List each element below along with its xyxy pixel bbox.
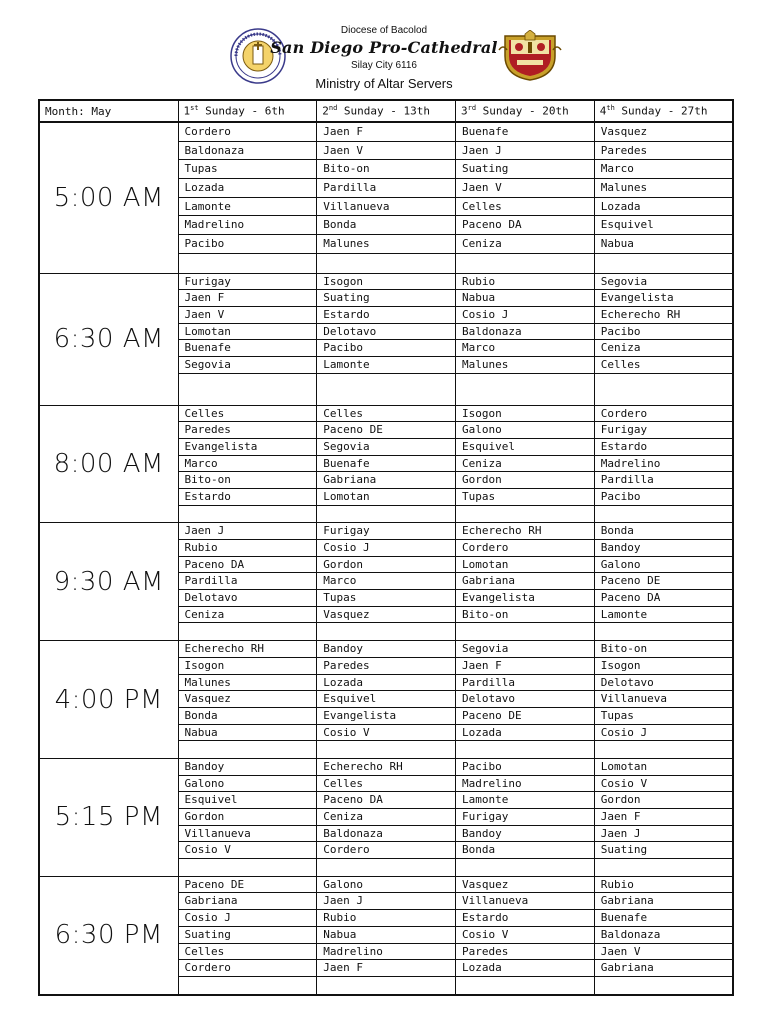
column-header-sunday-4	[594, 100, 733, 122]
server-name-cell: Paredes	[456, 944, 594, 961]
server-name-cell: Lozada	[179, 179, 317, 198]
server-list-sunday-4	[594, 758, 733, 876]
server-name-cell: Isogon	[317, 274, 455, 291]
server-name-cell	[595, 254, 732, 273]
server-list-sunday-3	[456, 273, 595, 405]
server-name-cell: Celles	[595, 357, 732, 374]
server-name-cell	[179, 506, 317, 523]
server-name-cell: Lamonte	[595, 607, 732, 624]
server-name-cell: Celles	[317, 776, 455, 793]
column-header-sunday-2	[317, 100, 456, 122]
server-name-cell: Madrelino	[456, 776, 594, 793]
server-name-cell: Galono	[595, 557, 732, 574]
server-name-cell: Bito-on	[456, 607, 594, 624]
server-name-cell: Bandoy	[456, 826, 594, 843]
month-label: Month: May	[39, 100, 178, 122]
server-name-cell: Paceno DA	[179, 557, 317, 574]
server-name-cell: Rubio	[179, 540, 317, 557]
server-name-cell: Paceno DE	[317, 422, 455, 439]
server-name-cell: Jaen V	[595, 944, 732, 961]
server-name-cell: Gordon	[595, 792, 732, 809]
server-name-cell: Isogon	[179, 658, 317, 675]
server-name-cell: Jaen J	[595, 826, 732, 843]
server-name-cell: Pardilla	[456, 675, 594, 692]
server-name-cell: Ceniza	[456, 456, 594, 473]
server-list-sunday-4	[594, 876, 733, 994]
server-name-cell: Gordon	[179, 809, 317, 826]
city-address: Silay City 6116	[351, 60, 417, 71]
server-name-cell: Echerecho RH	[317, 759, 455, 776]
server-name-cell: Celles	[317, 406, 455, 423]
server-name-cell: Cosio V	[179, 842, 317, 859]
server-name-cell: Malunes	[317, 235, 455, 254]
server-name-cell	[595, 506, 732, 523]
column-header-sunday-1	[178, 100, 317, 122]
server-name-cell: Lamonte	[179, 198, 317, 217]
server-name-cell	[595, 623, 732, 640]
ordinal-suffix: nd	[328, 104, 338, 113]
server-name-cell: Tupas	[179, 160, 317, 179]
server-name-cell: Jaen J	[456, 142, 594, 161]
server-name-cell: Tupas	[595, 708, 732, 725]
server-name-cell: Buenafe	[456, 123, 594, 142]
server-name-cell: Paceno DE	[595, 573, 732, 590]
server-name-cell: Madrelino	[595, 456, 732, 473]
mass-block	[39, 122, 733, 273]
column-header-text: Sunday - 13th	[337, 104, 431, 118]
server-name-cell: Jaen F	[317, 123, 455, 142]
server-name-cell: Cosio J	[456, 307, 594, 324]
server-list-sunday-3	[456, 405, 595, 523]
server-name-cell: Villanueva	[317, 198, 455, 217]
mass-block	[39, 758, 733, 876]
mass-time: 4:00 PM	[39, 641, 178, 759]
server-name-cell: Nabua	[595, 235, 732, 254]
server-name-cell: Delotavo	[595, 675, 732, 692]
server-name-cell: Tupas	[456, 489, 594, 506]
server-name-cell: Paceno DA	[456, 216, 594, 235]
server-name-cell: Gabriana	[317, 472, 455, 489]
server-name-cell: Rubio	[456, 274, 594, 291]
server-name-cell: Jaen J	[317, 893, 455, 910]
server-name-cell: Madrelino	[179, 216, 317, 235]
server-name-cell: Bito-on	[595, 641, 732, 658]
server-name-cell: Pacibo	[595, 324, 732, 341]
server-name-cell: Ceniza	[456, 235, 594, 254]
server-name-cell: Buenafe	[179, 340, 317, 357]
mass-row	[39, 523, 733, 641]
server-name-cell: Gabriana	[595, 893, 732, 910]
mass-time: 9:30 AM	[39, 523, 178, 641]
server-name-cell: Bonda	[317, 216, 455, 235]
mass-row	[39, 405, 733, 523]
ordinal-number: 1	[183, 104, 191, 118]
server-name-cell: Gabriana	[179, 893, 317, 910]
document-header	[0, 0, 768, 100]
server-name-cell	[456, 741, 594, 758]
ordinal-suffix: th	[606, 104, 615, 113]
server-name-cell: Echerecho RH	[595, 307, 732, 324]
server-name-cell: Baldonaza	[456, 324, 594, 341]
server-name-cell: Buenafe	[595, 910, 732, 927]
server-name-cell: Bandoy	[595, 540, 732, 557]
server-name-cell: Delotavo	[456, 691, 594, 708]
server-name-cell: Marco	[456, 340, 594, 357]
mass-time: 6:30 PM	[39, 876, 178, 994]
server-name-cell: Suating	[179, 927, 317, 944]
server-name-cell: Lozada	[456, 960, 594, 977]
server-name-cell	[317, 741, 455, 758]
mass-time: 8:00 AM	[39, 405, 178, 523]
server-list-sunday-2	[317, 641, 456, 759]
server-name-cell: Evangelista	[595, 290, 732, 307]
server-name-cell: Evangelista	[456, 590, 594, 607]
server-name-cell: Gordon	[456, 472, 594, 489]
server-name-cell	[456, 506, 594, 523]
server-name-cell: Furigay	[456, 809, 594, 826]
server-name-cell: Echerecho RH	[179, 641, 317, 658]
ordinal-number: 2	[322, 104, 329, 118]
server-name-cell: Bonda	[179, 708, 317, 725]
server-name-cell	[456, 623, 594, 640]
server-name-cell: Gabriana	[456, 573, 594, 590]
mass-block	[39, 273, 733, 405]
altar-server-schedule-table	[38, 99, 734, 996]
server-name-cell: Villanueva	[595, 691, 732, 708]
server-name-cell: Segovia	[456, 641, 594, 658]
server-name-cell	[456, 977, 594, 994]
server-name-cell: Pacibo	[317, 340, 455, 357]
server-name-cell: Paceno DE	[179, 877, 317, 894]
server-name-cell: Lomotan	[456, 557, 594, 574]
server-name-cell: Cordero	[317, 842, 455, 859]
server-name-cell: Segovia	[179, 357, 317, 374]
server-name-cell: Esquivel	[595, 216, 732, 235]
server-name-cell: Malunes	[595, 179, 732, 198]
server-name-cell: Vasquez	[595, 123, 732, 142]
server-name-cell: Delotavo	[179, 590, 317, 607]
server-name-cell	[456, 374, 594, 391]
server-name-cell: Pardilla	[179, 573, 317, 590]
mass-time: 5:00 AM	[39, 122, 178, 273]
server-name-cell: Celles	[179, 406, 317, 423]
server-name-cell: Pardilla	[595, 472, 732, 489]
server-name-cell: Madrelino	[317, 944, 455, 961]
server-name-cell: Bandoy	[179, 759, 317, 776]
server-name-cell: Esquivel	[179, 792, 317, 809]
server-name-cell: Nabua	[456, 290, 594, 307]
server-name-cell: Suating	[456, 160, 594, 179]
server-name-cell: Marco	[179, 456, 317, 473]
server-name-cell: Furigay	[595, 422, 732, 439]
server-name-cell: Lamonte	[456, 792, 594, 809]
server-name-cell: Cosio J	[179, 910, 317, 927]
server-name-cell: Tupas	[317, 590, 455, 607]
ordinal-number: 4	[599, 104, 607, 118]
mass-time: 6:30 AM	[39, 273, 178, 405]
server-name-cell: Ceniza	[179, 607, 317, 624]
server-name-cell: Villanueva	[456, 893, 594, 910]
server-name-cell: Paceno DA	[595, 590, 732, 607]
column-header-text: Sunday - 6th	[198, 104, 285, 118]
server-name-cell: Estardo	[595, 439, 732, 456]
server-name-cell: Lomotan	[317, 489, 455, 506]
mass-row	[39, 122, 733, 273]
server-name-cell: Lozada	[317, 675, 455, 692]
server-list-sunday-4	[594, 122, 733, 273]
server-name-cell: Jaen F	[317, 960, 455, 977]
server-name-cell: Baldonaza	[317, 826, 455, 843]
server-name-cell: Jaen V	[317, 142, 455, 161]
server-name-cell	[179, 859, 317, 876]
server-name-cell	[317, 506, 455, 523]
server-name-cell: Bandoy	[317, 641, 455, 658]
server-list-sunday-2	[317, 758, 456, 876]
server-name-cell: Malunes	[179, 675, 317, 692]
diocese-title: Diocese of Bacolod	[340, 25, 428, 36]
server-name-cell	[595, 859, 732, 876]
server-name-cell: Lomotan	[179, 324, 317, 341]
server-name-cell: Vasquez	[456, 877, 594, 894]
server-name-cell: Paceno DA	[317, 792, 455, 809]
server-name-cell: Jaen J	[179, 523, 317, 540]
server-list-sunday-1	[178, 641, 317, 759]
server-name-cell: Echerecho RH	[456, 523, 594, 540]
server-name-cell: Rubio	[595, 877, 732, 894]
server-name-cell: Baldonaza	[595, 927, 732, 944]
server-name-cell: Estardo	[456, 910, 594, 927]
mass-row	[39, 273, 733, 405]
server-name-cell: Baldonaza	[179, 142, 317, 161]
server-name-cell: Jaen V	[456, 179, 594, 198]
server-name-cell: Estardo	[179, 489, 317, 506]
mass-row	[39, 876, 733, 994]
server-name-cell: Rubio	[317, 910, 455, 927]
server-list-sunday-4	[594, 523, 733, 641]
server-list-sunday-2	[317, 122, 456, 273]
server-list-sunday-1	[178, 122, 317, 273]
server-name-cell: Celles	[456, 198, 594, 217]
server-list-sunday-3	[456, 641, 595, 759]
mass-block	[39, 876, 733, 994]
mass-block	[39, 523, 733, 641]
server-name-cell	[456, 254, 594, 273]
server-name-cell: Jaen F	[179, 290, 317, 307]
server-name-cell	[179, 977, 317, 994]
column-header-sunday-3	[456, 100, 595, 122]
server-name-cell: Esquivel	[317, 691, 455, 708]
server-name-cell: Furigay	[179, 274, 317, 291]
server-name-cell: Lomotan	[595, 759, 732, 776]
server-name-cell: Suating	[317, 290, 455, 307]
mass-time: 5:15 PM	[39, 758, 178, 876]
server-name-cell: Gabriana	[595, 960, 732, 977]
server-list-sunday-1	[178, 876, 317, 994]
server-list-sunday-1	[178, 523, 317, 641]
server-name-cell: Jaen F	[595, 809, 732, 826]
server-name-cell: Pacibo	[595, 489, 732, 506]
server-name-cell: Malunes	[456, 357, 594, 374]
server-name-cell: Cosio V	[595, 776, 732, 793]
server-list-sunday-4	[594, 641, 733, 759]
server-name-cell: Gordon	[317, 557, 455, 574]
server-name-cell: Paredes	[179, 422, 317, 439]
server-name-cell: Marco	[595, 160, 732, 179]
server-name-cell: Cordero	[179, 123, 317, 142]
server-name-cell: Segovia	[317, 439, 455, 456]
mass-row	[39, 758, 733, 876]
server-name-cell: Segovia	[595, 274, 732, 291]
server-name-cell: Marco	[317, 573, 455, 590]
server-name-cell	[179, 741, 317, 758]
server-name-cell: Ceniza	[317, 809, 455, 826]
server-name-cell: Pacibo	[179, 235, 317, 254]
ordinal-suffix: rd	[467, 104, 477, 113]
server-name-cell: Buenafe	[317, 456, 455, 473]
server-name-cell	[317, 623, 455, 640]
server-name-cell: Suating	[595, 842, 732, 859]
server-name-cell	[456, 859, 594, 876]
server-name-cell	[317, 374, 455, 391]
server-name-cell: Villanueva	[179, 826, 317, 843]
server-name-cell: Pacibo	[456, 759, 594, 776]
header-row	[39, 100, 733, 122]
server-name-cell: Estardo	[317, 307, 455, 324]
server-name-cell	[179, 374, 317, 391]
server-name-cell: Cosio V	[456, 927, 594, 944]
server-name-cell: Paredes	[317, 658, 455, 675]
server-name-cell	[595, 977, 732, 994]
server-name-cell: Furigay	[317, 523, 455, 540]
server-name-cell	[179, 254, 317, 273]
server-name-cell: Lozada	[456, 725, 594, 742]
server-name-cell	[317, 859, 455, 876]
server-list-sunday-4	[594, 273, 733, 405]
server-name-cell: Lamonte	[317, 357, 455, 374]
server-name-cell	[179, 623, 317, 640]
server-name-cell: Evangelista	[179, 439, 317, 456]
server-list-sunday-3	[456, 122, 595, 273]
ordinal-number: 3	[461, 104, 468, 118]
server-name-cell: Cordero	[456, 540, 594, 557]
parish-name: San Diego Pro-Cathedral	[270, 38, 498, 57]
server-name-cell: Cordero	[595, 406, 732, 423]
server-name-cell: Galono	[317, 877, 455, 894]
mass-block	[39, 405, 733, 523]
server-list-sunday-3	[456, 758, 595, 876]
server-name-cell: Delotavo	[317, 324, 455, 341]
server-list-sunday-3	[456, 876, 595, 994]
server-name-cell: Vasquez	[317, 607, 455, 624]
server-name-cell: Paceno DE	[456, 708, 594, 725]
server-name-cell: Ceniza	[595, 340, 732, 357]
ministry-title: Ministry of Altar Servers	[315, 76, 453, 91]
server-name-cell: Galono	[456, 422, 594, 439]
server-list-sunday-2	[317, 273, 456, 405]
server-name-cell: Cosio J	[595, 725, 732, 742]
server-list-sunday-1	[178, 405, 317, 523]
server-list-sunday-3	[456, 523, 595, 641]
server-name-cell: Vasquez	[179, 691, 317, 708]
server-name-cell: Cosio J	[317, 540, 455, 557]
server-name-cell: Paredes	[595, 142, 732, 161]
server-name-cell: Jaen V	[179, 307, 317, 324]
server-name-cell: Nabua	[317, 927, 455, 944]
server-list-sunday-1	[178, 273, 317, 405]
column-header-text: Sunday - 27th	[614, 104, 708, 118]
server-name-cell: Bito-on	[317, 160, 455, 179]
server-name-cell: Evangelista	[317, 708, 455, 725]
server-name-cell: Celles	[179, 944, 317, 961]
server-list-sunday-4	[594, 405, 733, 523]
server-name-cell: Bito-on	[179, 472, 317, 489]
server-name-cell	[317, 977, 455, 994]
server-name-cell: Bonda	[595, 523, 732, 540]
mass-block	[39, 641, 733, 759]
mass-row	[39, 641, 733, 759]
ordinal-suffix: st	[190, 104, 199, 113]
server-name-cell: Esquivel	[456, 439, 594, 456]
server-name-cell: Isogon	[595, 658, 732, 675]
server-name-cell: Nabua	[179, 725, 317, 742]
server-name-cell	[317, 254, 455, 273]
server-name-cell	[595, 741, 732, 758]
server-list-sunday-2	[317, 405, 456, 523]
cathedral-coat-of-arms-logo	[497, 30, 563, 82]
server-list-sunday-1	[178, 758, 317, 876]
server-name-cell: Cordero	[179, 960, 317, 977]
server-list-sunday-2	[317, 876, 456, 994]
server-name-cell: Galono	[179, 776, 317, 793]
column-header-text: Sunday - 20th	[476, 104, 569, 118]
server-name-cell: Lozada	[595, 198, 732, 217]
server-name-cell	[595, 374, 732, 391]
server-name-cell: Bonda	[456, 842, 594, 859]
server-name-cell: Jaen F	[456, 658, 594, 675]
server-name-cell: Pardilla	[317, 179, 455, 198]
server-name-cell: Isogon	[456, 406, 594, 423]
server-name-cell: Cosio V	[317, 725, 455, 742]
server-list-sunday-2	[317, 523, 456, 641]
